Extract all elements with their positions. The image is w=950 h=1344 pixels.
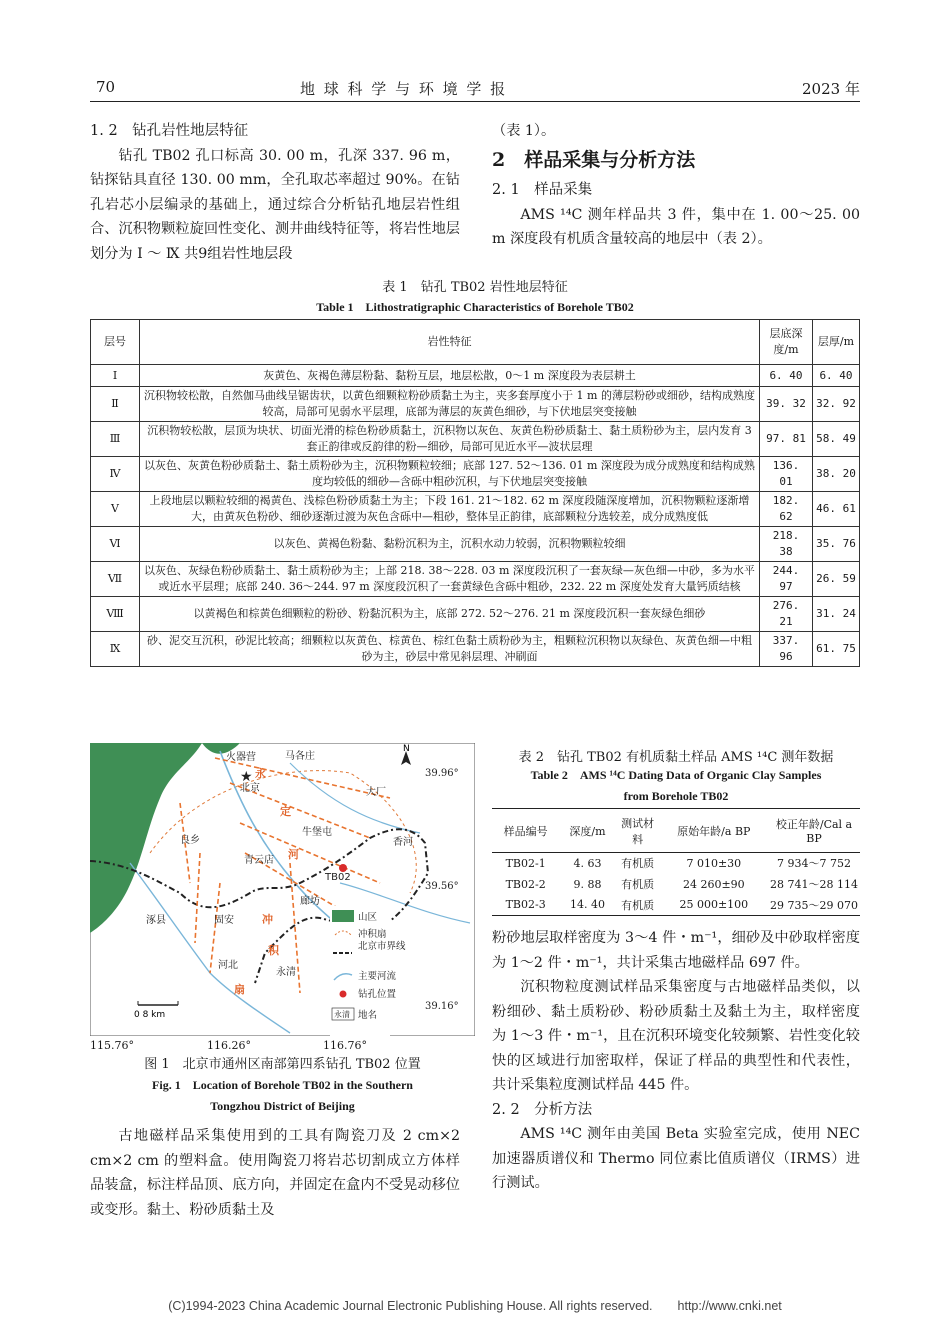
table1-cell-id: Ⅷ bbox=[91, 597, 140, 632]
table1-cell-thick: 32. 92 bbox=[813, 387, 860, 422]
header-rule bbox=[90, 101, 860, 102]
legend-label: 冲积扇 bbox=[358, 929, 387, 940]
place-label: 火器营 bbox=[226, 752, 256, 763]
journal-title: 地 球 科 学 与 环 境 学 报 bbox=[300, 80, 508, 98]
fan-char: 定 bbox=[280, 805, 291, 818]
table1-caption-en: Table 1 Lithostratigraphic Characteristics of Borehole TB02 bbox=[316, 300, 634, 314]
table2-caption-zh: 表 2 钻孔 TB02 有机质黏土样品 AMS ¹⁴C 测年数据 bbox=[518, 750, 834, 765]
table1-header-cell: 层号 bbox=[91, 320, 140, 365]
paragraph-paleomag-tools: 古地磁样品采集使用到的工具有陶瓷刀及 2 cm×2 cm×2 cm 的塑料盒。使用陶瓷刀将岩芯切割成立方体样品装盒，标注样品顶、底方向，并固定在盒内不受晃动移位或变形。黏土、粉砂质黏土及 bbox=[90, 1128, 460, 1218]
table1-cell-desc: 以黄褐色和棕黄色细颗粒的粉砂、粉黏沉积为主，底部 272. 52～276. 21 m 深度段沉积一套灰绿色细砂 bbox=[140, 597, 760, 632]
place-label: 北京 bbox=[240, 783, 260, 794]
figure1-caption-en: Fig. 1 Location of Borehole TB02 in the Southern Tongzhou District of Beijing bbox=[152, 1078, 413, 1113]
legend-label: 北京市界线 bbox=[358, 941, 406, 952]
table2-cell: 24 260±90 bbox=[682, 877, 745, 891]
table1-cell-bottom: 182. 62 bbox=[760, 492, 813, 527]
section-heading-2-2: 2. 2 分析方法 bbox=[492, 1101, 593, 1118]
table1-row bbox=[91, 562, 860, 597]
table2-cell: 4. 63 bbox=[573, 856, 602, 870]
table1-cell-desc: 灰黄色、灰褐色薄层粉黏、黏粉互层，地层松散，0～1 m 深度段为表层耕土 bbox=[140, 365, 760, 387]
fan-char: 积 bbox=[268, 944, 279, 957]
header-year: 2023 年 bbox=[802, 80, 860, 98]
table1-cell-id: Ⅳ bbox=[91, 457, 140, 492]
table1-cell-bottom: 337. 96 bbox=[760, 632, 813, 667]
paragraph-grain-size: 沉积物粒度测试样品采集密度与古地磁样品类似，以粉细砂、黏土质粉砂、粉砂质黏土及黏土为主，取样密度为 1～3 件・m⁻¹，且在沉积环境变化较频繁、岩性变化较快的区域进行加密取样，保证了样品的典型性和代表性，共计采集粒度测试样品 445 件。 bbox=[492, 979, 860, 1093]
table1-cell-id: Ⅰ bbox=[91, 365, 140, 387]
table1-cell-bottom: 6. 40 bbox=[760, 365, 813, 387]
table1-cell-bottom: 97. 81 bbox=[760, 422, 813, 457]
table1-row bbox=[91, 492, 860, 527]
table1-header-cell: 层底深度/m bbox=[760, 320, 813, 365]
table2-caption-en: Table 2 AMS ¹⁴C Dating Data of Organic Clay Samples from Borehole TB02 bbox=[530, 768, 822, 803]
table1-cell-thick: 46. 61 bbox=[813, 492, 860, 527]
paragraph-sampling-density: 粉砂地层取样密度为 3～4 件・m⁻¹，细砂及中砂取样密度为 1～2 件・m⁻¹，共计采集古地磁样品 697 件。 bbox=[492, 930, 860, 971]
table1-cell-bottom: 136. 01 bbox=[760, 457, 813, 492]
legend-label: 主要河流 bbox=[358, 971, 397, 982]
table1-row bbox=[91, 387, 860, 422]
section-heading-2: 2 样品采集与分析方法 bbox=[492, 148, 696, 171]
borehole-marker bbox=[339, 864, 347, 872]
table1-cell-id: Ⅲ bbox=[91, 422, 140, 457]
table1-cell-bottom: 276. 21 bbox=[760, 597, 813, 632]
table1-cell-desc: 上段地层以颗粒较细的褐黄色、浅棕色粉砂质黏土为主；下段 161. 21～182. 62 m 深度段随深度增加，沉积物颗粒逐渐增大，由黄灰色粉砂、细砂逐渐过渡为灰色含砾中—粗砂，整体呈正韵律，底部颗粒分选较差，成分成熟度低 bbox=[140, 492, 760, 527]
table2-cell: TB02-1 bbox=[505, 856, 546, 870]
place-label: 大厂 bbox=[366, 787, 386, 798]
right-bottom-column bbox=[492, 926, 860, 1196]
table1 bbox=[90, 319, 860, 667]
table1-cell-bottom: 39. 32 bbox=[760, 387, 813, 422]
table1-cell-thick: 61. 75 bbox=[813, 632, 860, 667]
place-label: 牛堡屯 bbox=[302, 827, 332, 838]
table2-cell: TB02-3 bbox=[505, 898, 546, 912]
table2-cell: TB02-2 bbox=[505, 877, 546, 891]
section-heading-2-1: 2. 1 样品采集 bbox=[492, 182, 593, 198]
place-label: 良乡 bbox=[180, 835, 200, 846]
paragraph-ams-samples: AMS ¹⁴C 测年样品共 3 件，集中在 1. 00～25. 00 m 深度段有机质含量较高的地层中（表 2）。 bbox=[492, 206, 860, 247]
lat-label: 39.56° bbox=[425, 881, 459, 892]
place-label: 河北 bbox=[218, 960, 238, 971]
table2-header-cell: 测试材料 bbox=[621, 816, 655, 846]
table1-row bbox=[91, 632, 860, 667]
right-top-column bbox=[492, 119, 860, 252]
table1-cell-desc: 以灰色、灰黄色粉砂质黏土、黏土质粉砂为主，沉积物颗粒较细；底部 127. 52～136. 01 m 深度段为成分成熟度和结构成熟度均较低的细砂—含砾中粗砂沉积，与下伏地层突变接触 bbox=[140, 457, 760, 492]
north-label: N bbox=[403, 744, 410, 754]
table1-row bbox=[91, 527, 860, 562]
lat-label: 39.96° bbox=[425, 768, 459, 779]
table1-cell-desc: 砂、泥交互沉积，砂泥比较高；细颗粒以灰黄色、棕黄色、棕红色黏土质粉砂为主，粗颗粒沉积物以灰绿色、灰黄色细—中粗砂为主，砂层中常见斜层理、冲刷面 bbox=[140, 632, 760, 667]
table1-row bbox=[91, 422, 860, 457]
table1-row bbox=[91, 365, 860, 387]
table1-cell-thick: 35. 76 bbox=[813, 527, 860, 562]
table2-cell: 有机质 bbox=[621, 878, 655, 891]
scale-label: 0 8 km bbox=[134, 1010, 166, 1020]
table2-row bbox=[492, 874, 860, 895]
fan-char: 扇 bbox=[234, 983, 245, 996]
table1-cell-bottom: 218. 38 bbox=[760, 527, 813, 562]
figure1-caption-zh: 图 1 北京市通州区南部第四系钻孔 TB02 位置 bbox=[144, 1057, 421, 1072]
table1-cell-id: Ⅴ bbox=[91, 492, 140, 527]
page-number: 70 bbox=[96, 78, 116, 96]
table1-cell-bottom: 244. 97 bbox=[760, 562, 813, 597]
legend-label: 钻孔位置 bbox=[358, 989, 397, 1000]
place-label: 涿县 bbox=[146, 915, 166, 926]
place-label: 香河 bbox=[393, 837, 413, 848]
left-top-column bbox=[90, 119, 460, 266]
place-label: 廊坊 bbox=[300, 896, 320, 907]
table1-cell-desc: 以灰色、黄褐色粉黏、黏粉沉积为主，沉积水动力较弱，沉积物颗粒较细 bbox=[140, 527, 760, 562]
table1-cell-id: Ⅵ bbox=[91, 527, 140, 562]
place-label: 马各庄 bbox=[285, 751, 315, 762]
table1-cell-desc: 沉积物较松散，层顶为块状、切面光滑的棕色粉砂质黏土，沉积物以灰色、灰黄色粉砂质黏土、黏土质粉砂为主，层内发育 3 套正韵律或反韵律的粉—细砂，局部可见近水平—波状层理 bbox=[140, 422, 760, 457]
table1-cell-desc: 以灰色、灰绿色粉砂质黏土、黏土质粉砂为主；上部 218. 38～228. 03 m 深度段沉积了一套灰绿—灰色细—中砂，多为水平或近水平层理；底部 240. 36～244. 97 m 深度段沉积了一套黄绿色含砾中粗砂，232. 22 m 深度处发育大量钙质结核 bbox=[140, 562, 760, 597]
table2-cell: 9. 88 bbox=[573, 877, 602, 891]
beijing-star-icon: ★ bbox=[240, 769, 253, 785]
legend-label: 山区 bbox=[358, 912, 378, 923]
table2-header-cell: 校正年龄/Cal a BP bbox=[775, 818, 853, 845]
table1-cell-id: Ⅶ bbox=[91, 562, 140, 597]
paragraph-analysis-method: AMS ¹⁴C 测年由美国 Beta 实验室完成，使用 NEC 加速器质谱仪和 Thermo 同位素比值质谱仪（IRMS）进行测试。 bbox=[492, 1126, 860, 1191]
table2-header-row bbox=[492, 809, 860, 853]
table2-cell: 有机质 bbox=[621, 898, 655, 912]
table2-header-cell: 样品编号 bbox=[503, 824, 548, 838]
table1-cell-thick: 31. 24 bbox=[813, 597, 860, 632]
table2-cell: 有机质 bbox=[621, 857, 655, 871]
table2-cell: 7 010±30 bbox=[686, 856, 742, 870]
table2-cell: 28 741～28 114 bbox=[770, 878, 858, 891]
table2-cell: 7 934～7 752 bbox=[777, 857, 851, 871]
table1-cell-thick: 58. 49 bbox=[813, 422, 860, 457]
fan-char: 冲 bbox=[262, 913, 273, 926]
table1-cell-id: Ⅱ bbox=[91, 387, 140, 422]
table1-header-row bbox=[91, 320, 860, 365]
table1-cell-id: Ⅸ bbox=[91, 632, 140, 667]
legend-label: 地名 bbox=[358, 1010, 378, 1021]
table1-row bbox=[91, 597, 860, 632]
fan-char: 永 bbox=[255, 767, 266, 780]
paragraph-borehole: 钻孔 TB02 孔口标高 30. 00 m，孔深 337. 96 m，钻探钻具直径 130. 00 mm，全孔取芯率超过 90%。在钻孔岩芯小层编录的基础上，通过综合分析钻孔地层岩性组合、沉积物颗粒旋回性变化、测井曲线特征等，将岩性地层划分为 Ⅰ ～ Ⅸ 共9组岩性地层段 bbox=[90, 147, 460, 262]
table1-row bbox=[91, 457, 860, 492]
lon-label: 116.76° bbox=[323, 1039, 367, 1052]
place-label: TB02 bbox=[325, 872, 351, 883]
place-label: 固安 bbox=[214, 915, 234, 926]
fan-char: 河 bbox=[288, 848, 299, 861]
legend-sample: 永清 bbox=[334, 1010, 350, 1019]
table1-cell-thick: 38. 20 bbox=[813, 457, 860, 492]
place-label: 永清 bbox=[276, 967, 296, 978]
table1-cell-desc: 沉积物较松散，自然伽马曲线呈锯齿状，以黄色细颗粒粉砂质黏土为主，夹多套厚度小于 1 m 的薄层粉砂或细砂，结构成熟度较高，局部可见弱水平层理，底部为薄层的灰黄色细砂，与下伏地层突变接触 bbox=[140, 387, 760, 422]
place-label: 青云店 bbox=[244, 855, 274, 866]
table2-cell: 25 000±100 bbox=[679, 898, 749, 912]
continuation-text: （表 1）。 bbox=[492, 123, 556, 139]
table2-cell: 14. 40 bbox=[569, 898, 605, 912]
table1-cell-thick: 26. 59 bbox=[813, 562, 860, 597]
table1-header-cell: 岩性特征 bbox=[140, 320, 760, 365]
table2 bbox=[492, 808, 860, 916]
table2-header-cell: 深度/m bbox=[569, 824, 606, 838]
lat-label: 39.16° bbox=[425, 1001, 459, 1012]
table2-row bbox=[492, 895, 860, 916]
table2-header-cell: 原始年龄/a BP bbox=[677, 824, 751, 838]
lon-label: 116.26° bbox=[207, 1039, 251, 1052]
table1-header-cell: 层厚/m bbox=[813, 320, 860, 365]
figure1-map bbox=[90, 743, 475, 1036]
table2-cell: 29 735～29 070 bbox=[770, 898, 858, 912]
left-bottom-column bbox=[90, 1124, 460, 1222]
section-heading-1-2: 1. 2 钻孔岩性地层特征 bbox=[90, 123, 249, 139]
table2-row bbox=[492, 853, 860, 874]
lon-label: 115.76° bbox=[90, 1039, 134, 1052]
table1-cell-thick: 6. 40 bbox=[813, 365, 860, 387]
copyright-footer: (C)1994-2023 China Academic Journal Electronic Publishing House. All rights reserved. http://www.cnki.net bbox=[168, 1299, 782, 1313]
table1-caption-zh: 表 1 钻孔 TB02 岩性地层特征 bbox=[382, 280, 568, 295]
